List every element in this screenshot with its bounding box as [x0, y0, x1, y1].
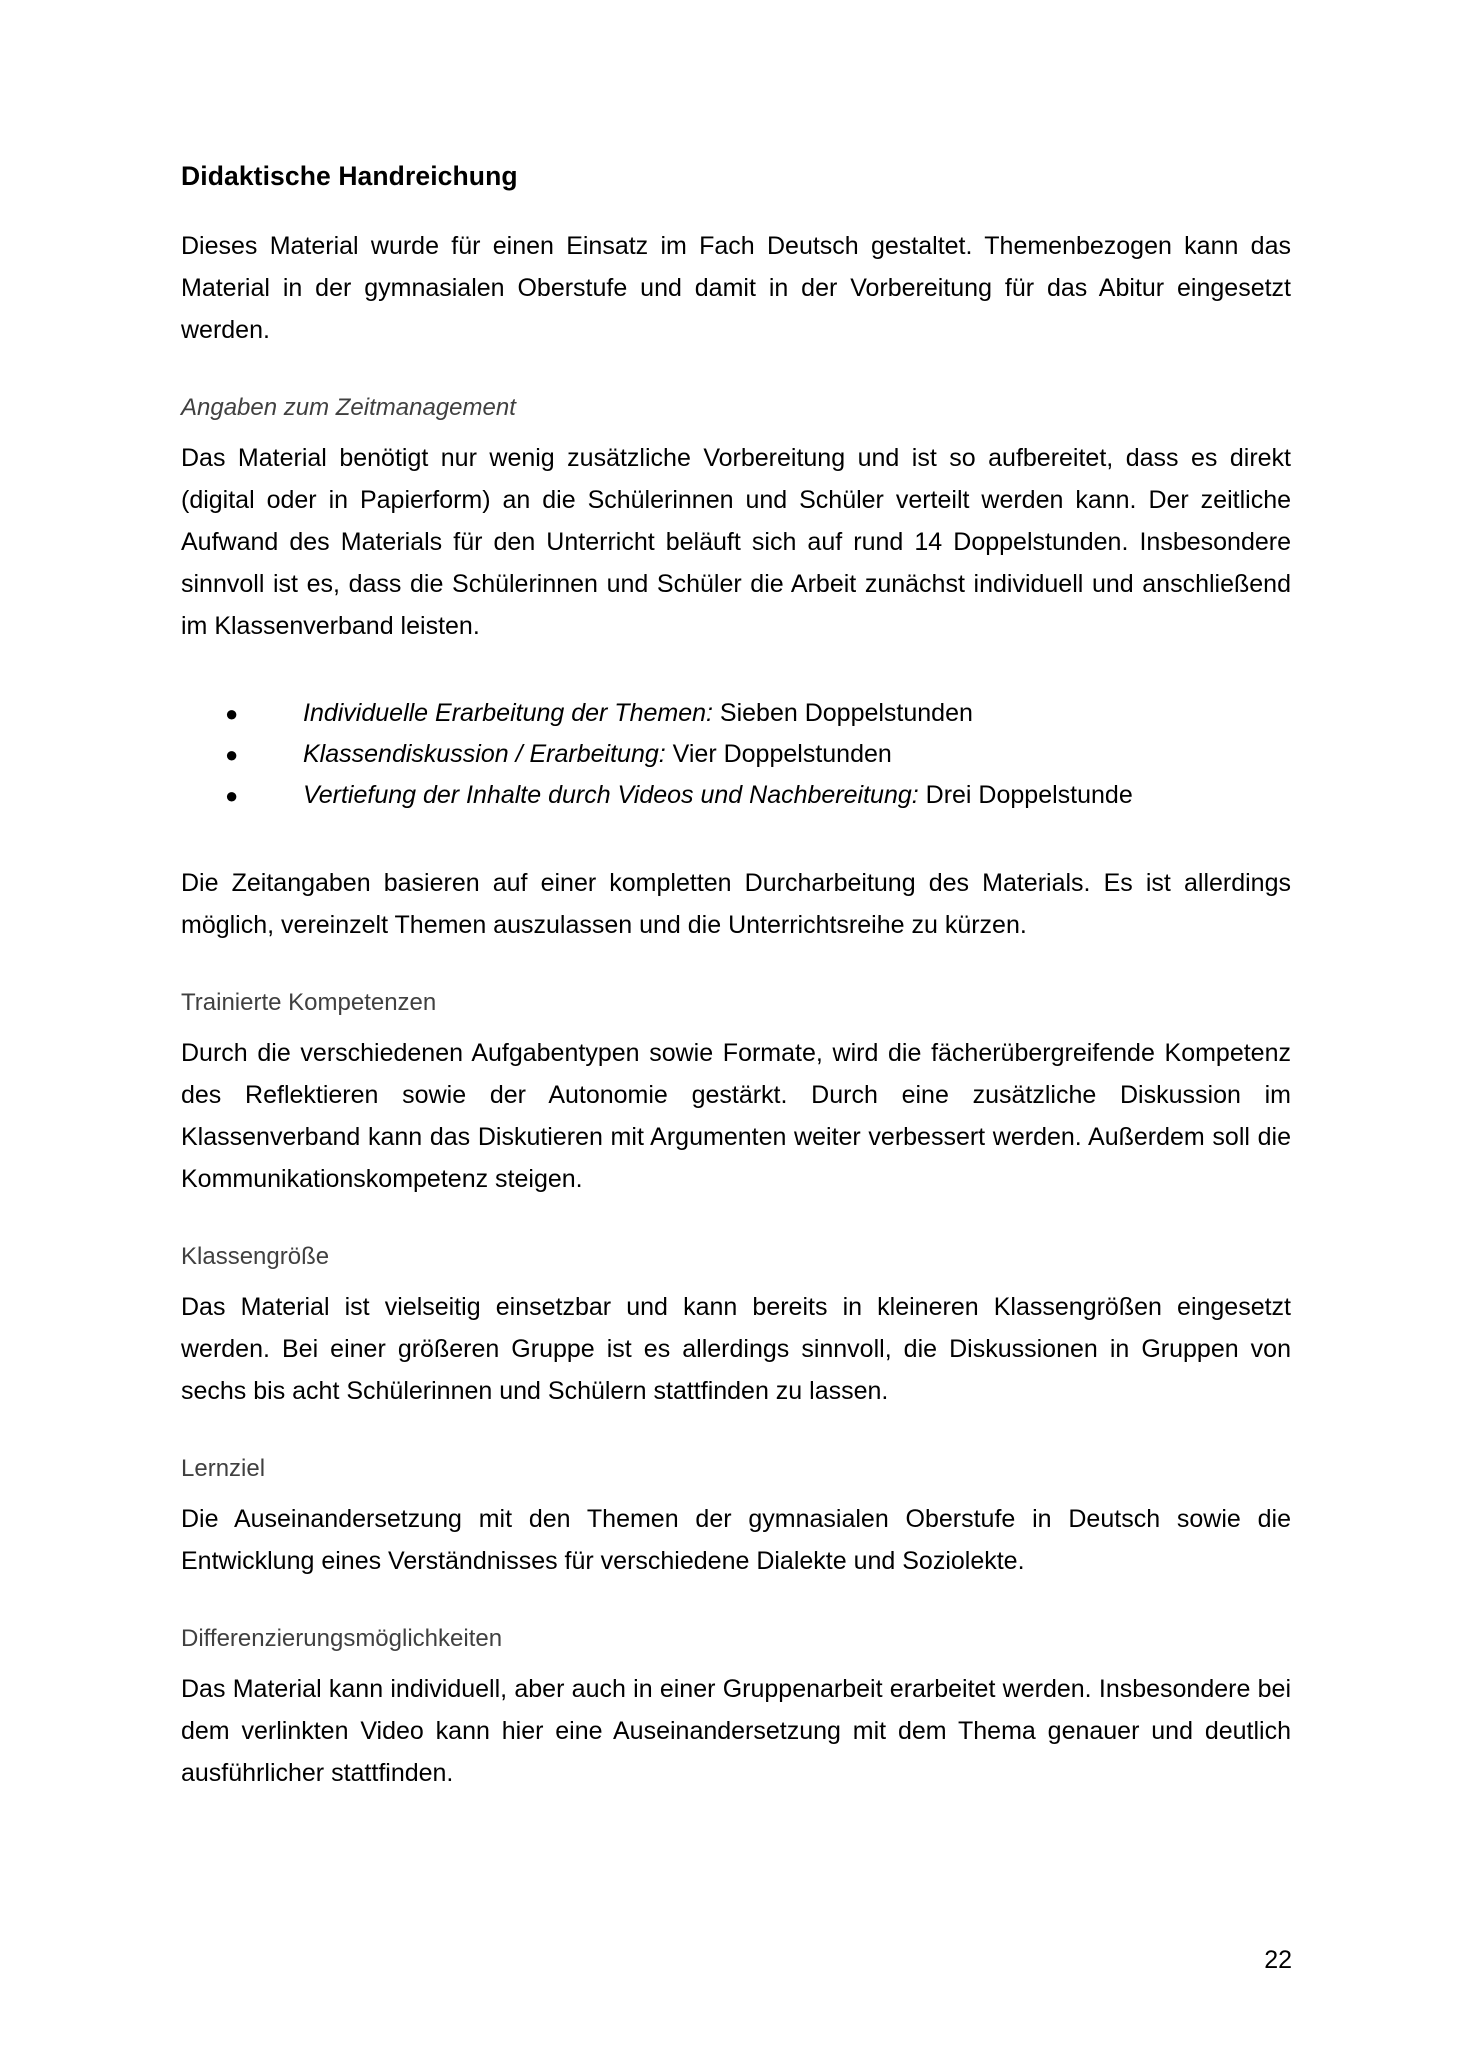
spacer	[181, 1486, 1291, 1498]
spacer	[181, 1582, 1291, 1622]
spacer	[181, 647, 1291, 693]
section-heading-lernziel: Lernziel	[181, 1455, 266, 1483]
section-heading-klassengroesse: Klassengröße	[181, 1243, 330, 1271]
bullet-rest: Sieben Doppelstunden	[712, 699, 973, 728]
list-item	[181, 693, 1291, 734]
spacer	[181, 1200, 1291, 1240]
section-paragraph-zeitmanagement: Das Material benötigt nur wenig zusätzliche Vorbereitung und ist so aufbereitet, dass es direkt (digital oder in Papierform) an die Schülerinnen und Schüler verteilt werden kann. Der zeitliche Aufwand des Materials für den Unterricht beläuft sich auf rund 14 Doppelstunden. Insbesondere sinnvoll ist es, dass die Schülerinnen und Schüler die Arbeit zunächst individuell und anschließend im Klassenverband leisten.	[181, 444, 1291, 641]
section-heading-zeitmanagement: Angaben zum Zeitmanagement	[181, 394, 516, 422]
section-paragraph-differenzierung: Das Material kann individuell, aber auch in einer Gruppenarbeit erarbeitet werden. Insbesondere bei dem verlinkten Video kann hier eine Auseinandersetzung mit dem Thema genauer und deutlich ausführlicher stattfinden.	[181, 1675, 1291, 1788]
spacer	[181, 1020, 1291, 1032]
bullet-lead: Vertiefung der Inhalte durch Videos und Nachbereitung:	[303, 781, 919, 810]
bullet-icon: ●	[225, 783, 239, 809]
time-bullet-list	[181, 693, 1291, 816]
page-title: Didaktische Handreichung	[181, 161, 518, 191]
section-paragraph-lernziel: Die Auseinandersetzung mit den Themen der gymnasialen Oberstufe in Deutsch sowie die Entwicklung eines Verständnisses für verschiedene Dialekte und Soziolekte.	[181, 1505, 1291, 1576]
bullet-icon: ●	[225, 701, 239, 727]
section-heading-kompetenzen: Trainierte Kompetenzen	[181, 989, 437, 1017]
bullet-rest: Drei Doppelstunde	[918, 781, 1133, 810]
section-heading-differenzierung: Differenzierungsmöglichkeiten	[181, 1625, 503, 1653]
spacer	[181, 946, 1291, 986]
list-item	[181, 734, 1291, 775]
page-number: 22	[1264, 1946, 1292, 1974]
document-content	[181, 160, 1291, 1794]
spacer	[181, 351, 1291, 391]
list-item	[181, 775, 1291, 816]
bullet-icon: ●	[225, 742, 239, 768]
closing-paragraph: Die Zeitangaben basieren auf einer kompletten Durcharbeitung des Materials. Es ist allerdings möglich, vereinzelt Themen auszulassen und die Unterrichtsreihe zu kürzen.	[181, 869, 1291, 940]
spacer	[181, 1274, 1291, 1286]
bullet-lead: Individuelle Erarbeitung der Themen:	[303, 699, 713, 728]
section-paragraph-klassengroesse: Das Material ist vielseitig einsetzbar und kann bereits in kleineren Klassengrößen eingesetzt werden. Bei einer größeren Gruppe ist es allerdings sinnvoll, die Diskussionen in Gruppen von sechs bis acht Schülerinnen und Schülern stattfinden zu lassen.	[181, 1293, 1291, 1406]
spacer	[181, 425, 1291, 437]
spacer	[181, 816, 1291, 862]
section-paragraph-kompetenzen: Durch die verschiedenen Aufgabentypen sowie Formate, wird die fächerübergreifende Kompetenz des Reflektieren sowie der Autonomie gestärkt. Durch eine zusätzliche Diskussion im Klassenverband kann das Diskutieren mit Argumenten weiter verbessert werden. Außerdem soll die Kommunikationskompetenz steigen.	[181, 1039, 1291, 1194]
intro-paragraph: Dieses Material wurde für einen Einsatz im Fach Deutsch gestaltet. Themenbezogen kann das Material in der gymnasialen Oberstufe und damit in der Vorbereitung für das Abitur eingesetzt werden.	[181, 232, 1291, 345]
spacer	[181, 1412, 1291, 1452]
bullet-lead: Klassendiskussion / Erarbeitung:	[303, 740, 666, 769]
bullet-rest: Vier Doppelstunden	[665, 740, 892, 769]
spacer	[181, 1656, 1291, 1668]
